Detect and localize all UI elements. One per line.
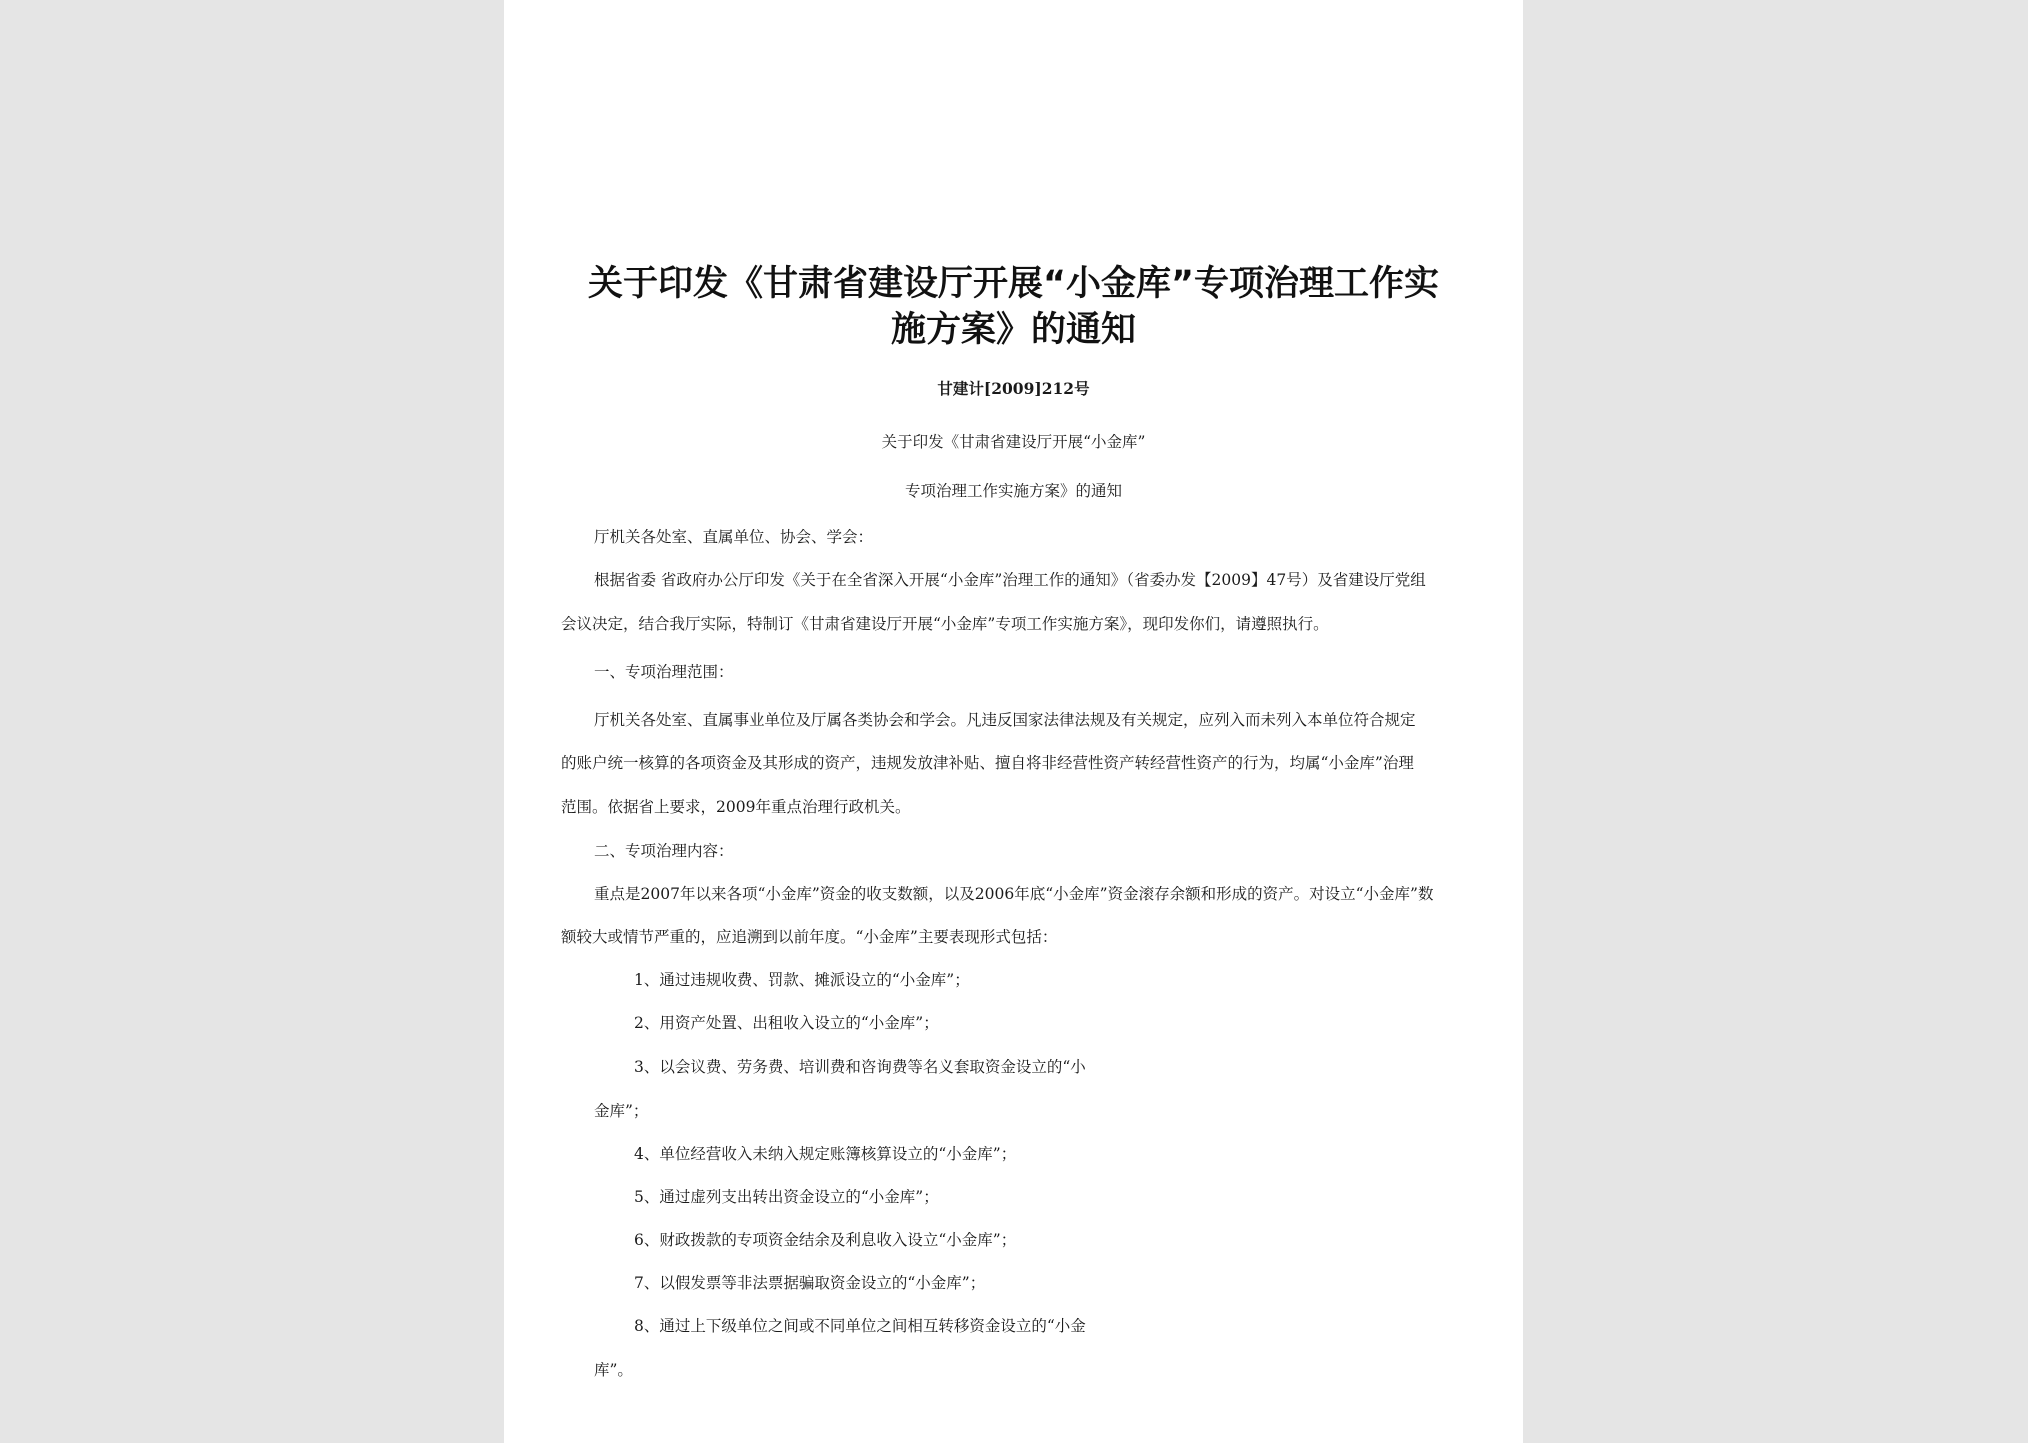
- list-item-6: 6、财政拨款的专项资金结余及利息收入设立“小金库”；: [634, 1231, 1017, 1249]
- list-item-4: 4、单位经营收入未纳入规定账簿核算设立的“小金库”；: [634, 1145, 1017, 1163]
- section1-heading: 一、专项治理范围：: [594, 663, 734, 681]
- subtitle-line1: 关于印发《甘肃省建设厅开展“小金库”: [881, 433, 1146, 451]
- subtitle-line2: 专项治理工作实施方案》的通知: [904, 482, 1122, 500]
- section1-line3: 范围。依据省上要求，2009年重点治理行政机关。: [561, 798, 911, 816]
- document-number: 甘建计[2009]212号: [937, 379, 1090, 398]
- list-item-2: 2、用资产处置、出租收入设立的“小金库”；: [634, 1014, 939, 1032]
- document-page: [504, 0, 1523, 1443]
- list-item-5: 5、通过虚列支出转出资金设立的“小金库”；: [634, 1188, 939, 1206]
- section1-line1: 厅机关各处室、直属事业单位及厅属各类协会和学会。凡违反国家法律法规及有关规定，应列入而未列入本单位符合规定: [594, 711, 1416, 729]
- para1-line2: 会议决定，结合我厅实际，特制订《甘肃省建设厅开展“小金库”专项工作实施方案》，现印发你们，请遵照执行。: [561, 615, 1329, 633]
- document-title-line1: 关于印发《甘肃省建设厅开展“小金库”专项治理工作实: [587, 264, 1439, 304]
- list-item-3-line1: 3、以会议费、劳务费、培训费和咨询费等名义套取资金设立的“小: [634, 1058, 1086, 1076]
- section2-heading: 二、专项治理内容：: [594, 842, 734, 860]
- list-item-8-line1: 8、通过上下级单位之间或不同单位之间相互转移资金设立的“小金: [634, 1317, 1086, 1335]
- section2-line1: 重点是2007年以来各项“小金库”资金的收支数额，以及2006年底“小金库”资金滚存余额和形成的资产。对设立“小金库”数: [594, 885, 1434, 903]
- para1-line1: 根据省委 省政府办公厅印发《关于在全省深入开展“小金库”治理工作的通知》（省委办发【2009】47号）及省建设厅党组: [594, 571, 1426, 589]
- list-item-8-line2: 库”。: [594, 1361, 633, 1379]
- section2-line2: 额较大或情节严重的，应追溯到以前年度。“小金库”主要表现形式包括：: [561, 928, 1058, 946]
- list-item-7: 7、以假发票等非法票据骗取资金设立的“小金库”；: [634, 1274, 986, 1292]
- section1-line2: 的账户统一核算的各项资金及其形成的资产，违规发放津补贴、擅自将非经营性资产转经营性资产的行为，均属“小金库”治理: [561, 754, 1414, 772]
- salutation: 厅机关各处室、直属单位、协会、学会：: [594, 528, 874, 546]
- list-item-3-line2: 金库”；: [594, 1102, 649, 1120]
- list-item-1: 1、通过违规收费、罚款、摊派设立的“小金库”；: [634, 971, 970, 989]
- document-title-line2: 施方案》的通知: [890, 310, 1136, 350]
